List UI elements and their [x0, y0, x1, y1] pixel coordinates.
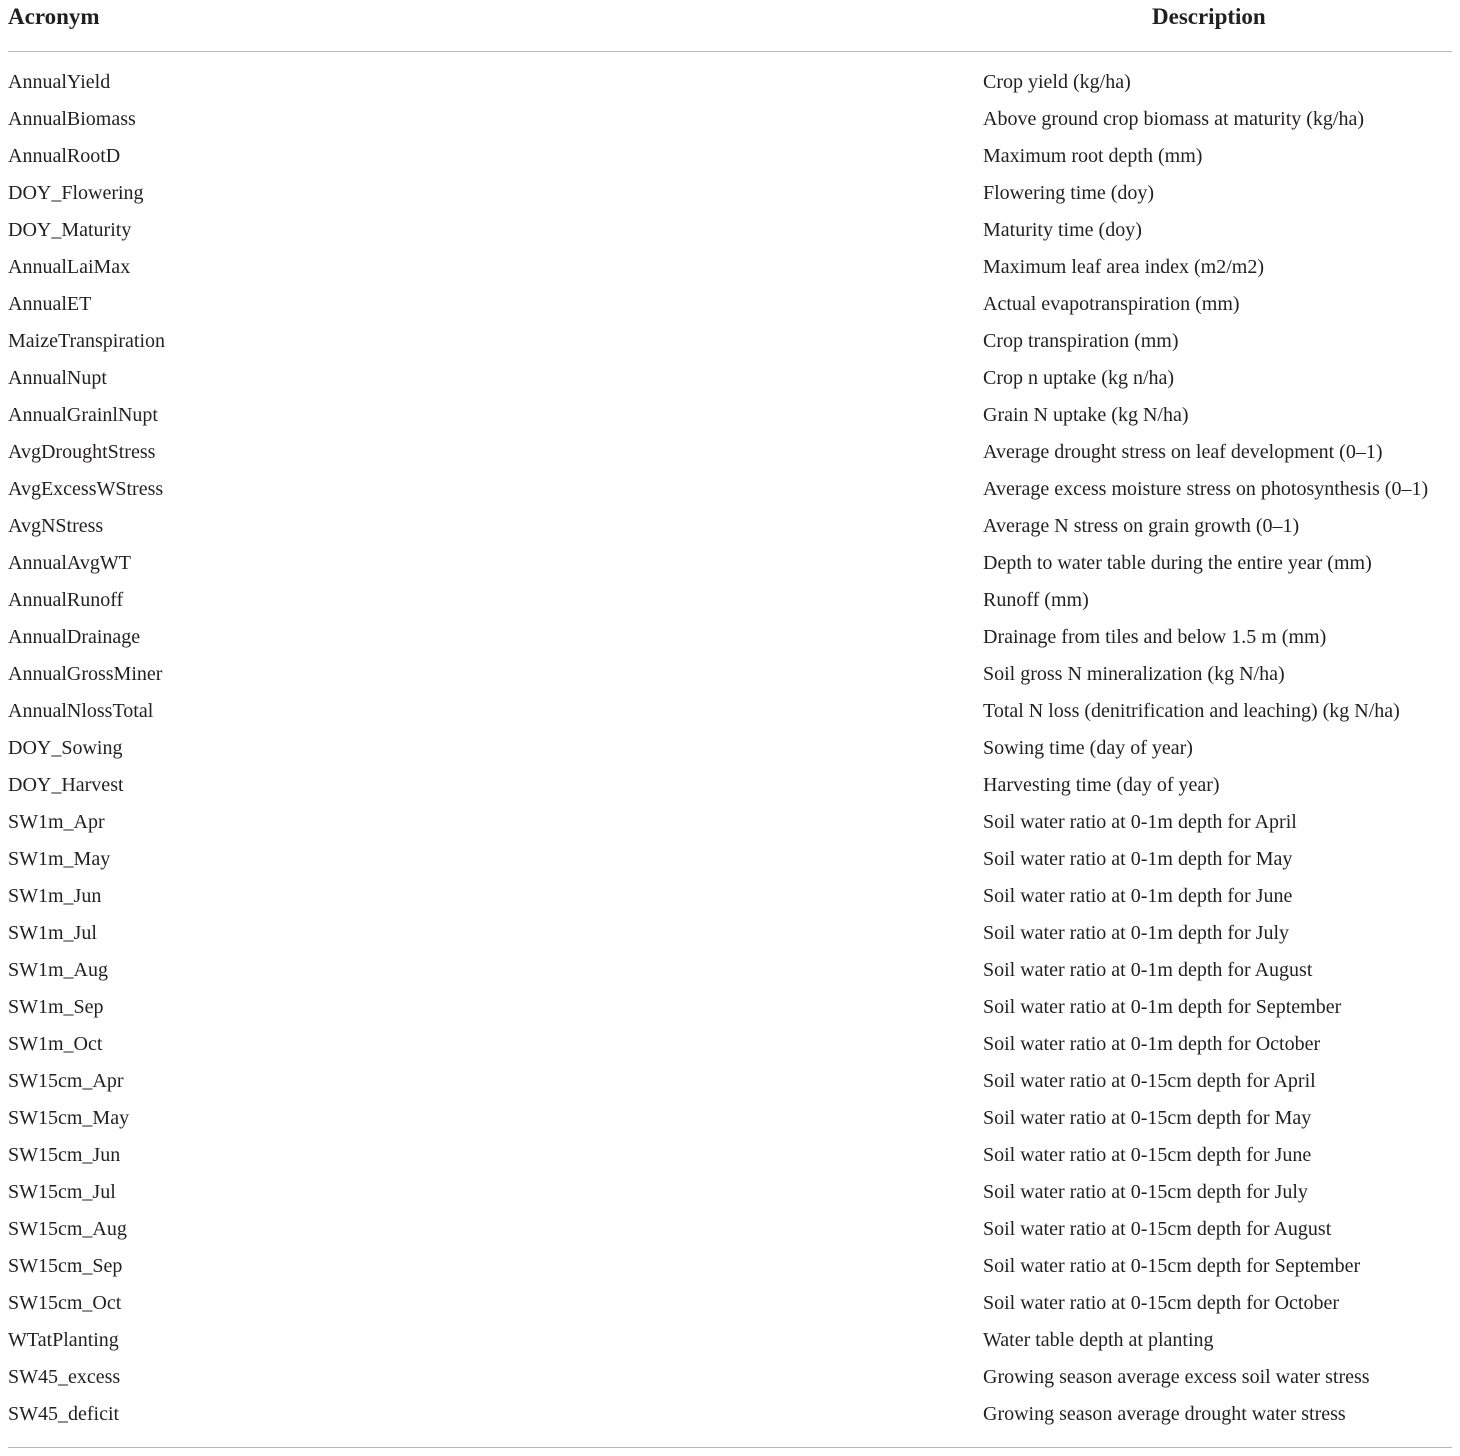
table-row — [0, 841, 1460, 878]
description-cell: Depth to water table during the entire year (mm) — [983, 552, 1372, 574]
description-cell: Growing season average drought water stress — [983, 1403, 1346, 1425]
acronym-cell: SW15cm_Jul — [8, 1181, 116, 1203]
table-row — [0, 1211, 1460, 1248]
description-cell: Sowing time (day of year) — [983, 737, 1193, 759]
description-cell: Crop n uptake (kg n/ha) — [983, 367, 1175, 389]
acronym-cell: SW1m_Sep — [8, 996, 104, 1018]
description-cell: Soil water ratio at 0-15cm depth for October — [983, 1292, 1339, 1314]
table-row — [0, 1285, 1460, 1322]
table-row — [0, 1026, 1460, 1063]
acronym-cell: SW1m_Aug — [8, 959, 108, 981]
description-cell: Soil water ratio at 0-1m depth for October — [983, 1033, 1321, 1055]
acronym-cell: SW15cm_May — [8, 1107, 130, 1129]
table-row — [0, 915, 1460, 952]
acronym-cell: SW1m_Jun — [8, 885, 102, 907]
acronym-cell: SW45_excess — [8, 1366, 121, 1388]
table-row — [0, 582, 1460, 619]
table-row — [0, 545, 1460, 582]
table-bottom-rule — [8, 1447, 1452, 1448]
acronym-cell: SW15cm_Oct — [8, 1292, 122, 1314]
table-row — [0, 656, 1460, 693]
table-row — [0, 1137, 1460, 1174]
description-cell: Soil water ratio at 0-15cm depth for April — [983, 1070, 1316, 1092]
description-cell: Actual evapotranspiration (mm) — [983, 293, 1240, 315]
description-cell: Soil gross N mineralization (kg N/ha) — [983, 663, 1285, 685]
acronym-cell: WTatPlanting — [8, 1329, 119, 1351]
description-cell: Soil water ratio at 0-1m depth for July — [983, 922, 1290, 944]
description-cell: Harvesting time (day of year) — [983, 774, 1220, 796]
table-row — [0, 101, 1460, 138]
table-row — [0, 286, 1460, 323]
table-row — [0, 1063, 1460, 1100]
acronym-cell: AnnualDrainage — [8, 626, 141, 648]
acronym-cell: SW15cm_Aug — [8, 1218, 127, 1240]
acronym-cell: AnnualNupt — [8, 367, 107, 389]
table-row — [0, 212, 1460, 249]
description-cell: Soil water ratio at 0-15cm depth for June — [983, 1144, 1312, 1166]
acronym-cell: AnnualBiomass — [8, 108, 136, 130]
table-row — [0, 989, 1460, 1026]
description-cell: Soil water ratio at 0-1m depth for May — [983, 848, 1293, 870]
acronym-cell: AvgDroughtStress — [8, 441, 156, 463]
acronym-cell: AnnualAvgWT — [8, 552, 131, 574]
description-cell: Grain N uptake (kg N/ha) — [983, 404, 1189, 426]
table-body — [0, 64, 1460, 1433]
acronym-cell: AnnualLaiMax — [8, 256, 131, 278]
acronym-cell: DOY_Harvest — [8, 774, 124, 796]
description-cell: Water table depth at planting — [983, 1329, 1214, 1351]
acronym-cell: DOY_Sowing — [8, 737, 123, 759]
table-row — [0, 175, 1460, 212]
acronym-cell: AnnualRootD — [8, 145, 121, 167]
acronym-cell: SW1m_Apr — [8, 811, 105, 833]
description-cell: Maturity time (doy) — [983, 219, 1142, 241]
acronym-cell: AvgNStress — [8, 515, 104, 537]
acronym-cell: AnnualET — [8, 293, 92, 315]
header-divider — [8, 51, 1452, 52]
header-acronym: Acronym — [8, 4, 100, 29]
description-cell: Average N stress on grain growth (0–1) — [983, 515, 1300, 537]
table-row — [0, 397, 1460, 434]
description-cell: Average excess moisture stress on photosynthesis (0–1) — [983, 478, 1429, 500]
acronym-cell: AvgExcessWStress — [8, 478, 164, 500]
description-cell: Above ground crop biomass at maturity (kg/ha) — [983, 108, 1365, 130]
table-row — [0, 878, 1460, 915]
acronym-cell: AnnualYield — [8, 71, 111, 93]
table-row — [0, 434, 1460, 471]
acronym-cell: AnnualNlossTotal — [8, 700, 154, 722]
table-row — [0, 1359, 1460, 1396]
acronym-cell: AnnualGrossMiner — [8, 663, 163, 685]
table-row — [0, 249, 1460, 286]
acronym-cell: SW15cm_Sep — [8, 1255, 123, 1277]
table-row — [0, 1322, 1460, 1359]
table-row — [0, 804, 1460, 841]
table-row — [0, 767, 1460, 804]
description-cell: Crop yield (kg/ha) — [983, 71, 1131, 93]
table-row — [0, 64, 1460, 101]
table-row — [0, 619, 1460, 656]
table-row — [0, 323, 1460, 360]
description-cell: Total N loss (denitrification and leaching) (kg N/ha) — [983, 700, 1400, 722]
description-cell: Runoff (mm) — [983, 589, 1089, 611]
description-cell: Soil water ratio at 0-15cm depth for September — [983, 1255, 1361, 1277]
description-cell: Soil water ratio at 0-1m depth for August — [983, 959, 1313, 981]
description-cell: Soil water ratio at 0-1m depth for April — [983, 811, 1297, 833]
table-header-row — [0, 0, 1460, 36]
description-cell: Soil water ratio at 0-15cm depth for August — [983, 1218, 1332, 1240]
acronym-cell: DOY_Flowering — [8, 182, 144, 204]
description-cell: Soil water ratio at 0-15cm depth for May — [983, 1107, 1312, 1129]
description-cell: Growing season average excess soil water stress — [983, 1366, 1370, 1388]
table-row — [0, 138, 1460, 175]
description-cell: Soil water ratio at 0-1m depth for June — [983, 885, 1293, 907]
description-cell: Crop transpiration (mm) — [983, 330, 1179, 352]
acronym-cell: AnnualRunoff — [8, 589, 124, 611]
acronym-cell: AnnualGrainlNupt — [8, 404, 158, 426]
acronym-cell: SW45_deficit — [8, 1403, 120, 1425]
table-row — [0, 1396, 1460, 1433]
description-cell: Soil water ratio at 0-1m depth for September — [983, 996, 1342, 1018]
table-row — [0, 1174, 1460, 1211]
description-cell: Maximum root depth (mm) — [983, 145, 1203, 167]
acronym-cell: SW15cm_Jun — [8, 1144, 121, 1166]
acronym-cell: SW1m_May — [8, 848, 111, 870]
table-row — [0, 471, 1460, 508]
table-row — [0, 1248, 1460, 1285]
header-description: Description — [1152, 4, 1266, 29]
table-row — [0, 360, 1460, 397]
description-cell: Flowering time (doy) — [983, 182, 1155, 204]
table-row — [0, 693, 1460, 730]
table-row — [0, 1100, 1460, 1137]
acronym-cell: DOY_Maturity — [8, 219, 132, 241]
description-cell: Drainage from tiles and below 1.5 m (mm) — [983, 626, 1327, 648]
table-row — [0, 952, 1460, 989]
description-cell: Maximum leaf area index (m2/m2) — [983, 256, 1265, 278]
description-cell: Soil water ratio at 0-15cm depth for July — [983, 1181, 1308, 1203]
description-cell: Average drought stress on leaf development (0–1) — [983, 441, 1383, 463]
acronym-cell: MaizeTranspiration — [8, 330, 166, 352]
acronym-cell: SW1m_Jul — [8, 922, 97, 944]
table-row — [0, 508, 1460, 545]
acronym-cell: SW1m_Oct — [8, 1033, 103, 1055]
table-row — [0, 730, 1460, 767]
acronym-cell: SW15cm_Apr — [8, 1070, 124, 1092]
